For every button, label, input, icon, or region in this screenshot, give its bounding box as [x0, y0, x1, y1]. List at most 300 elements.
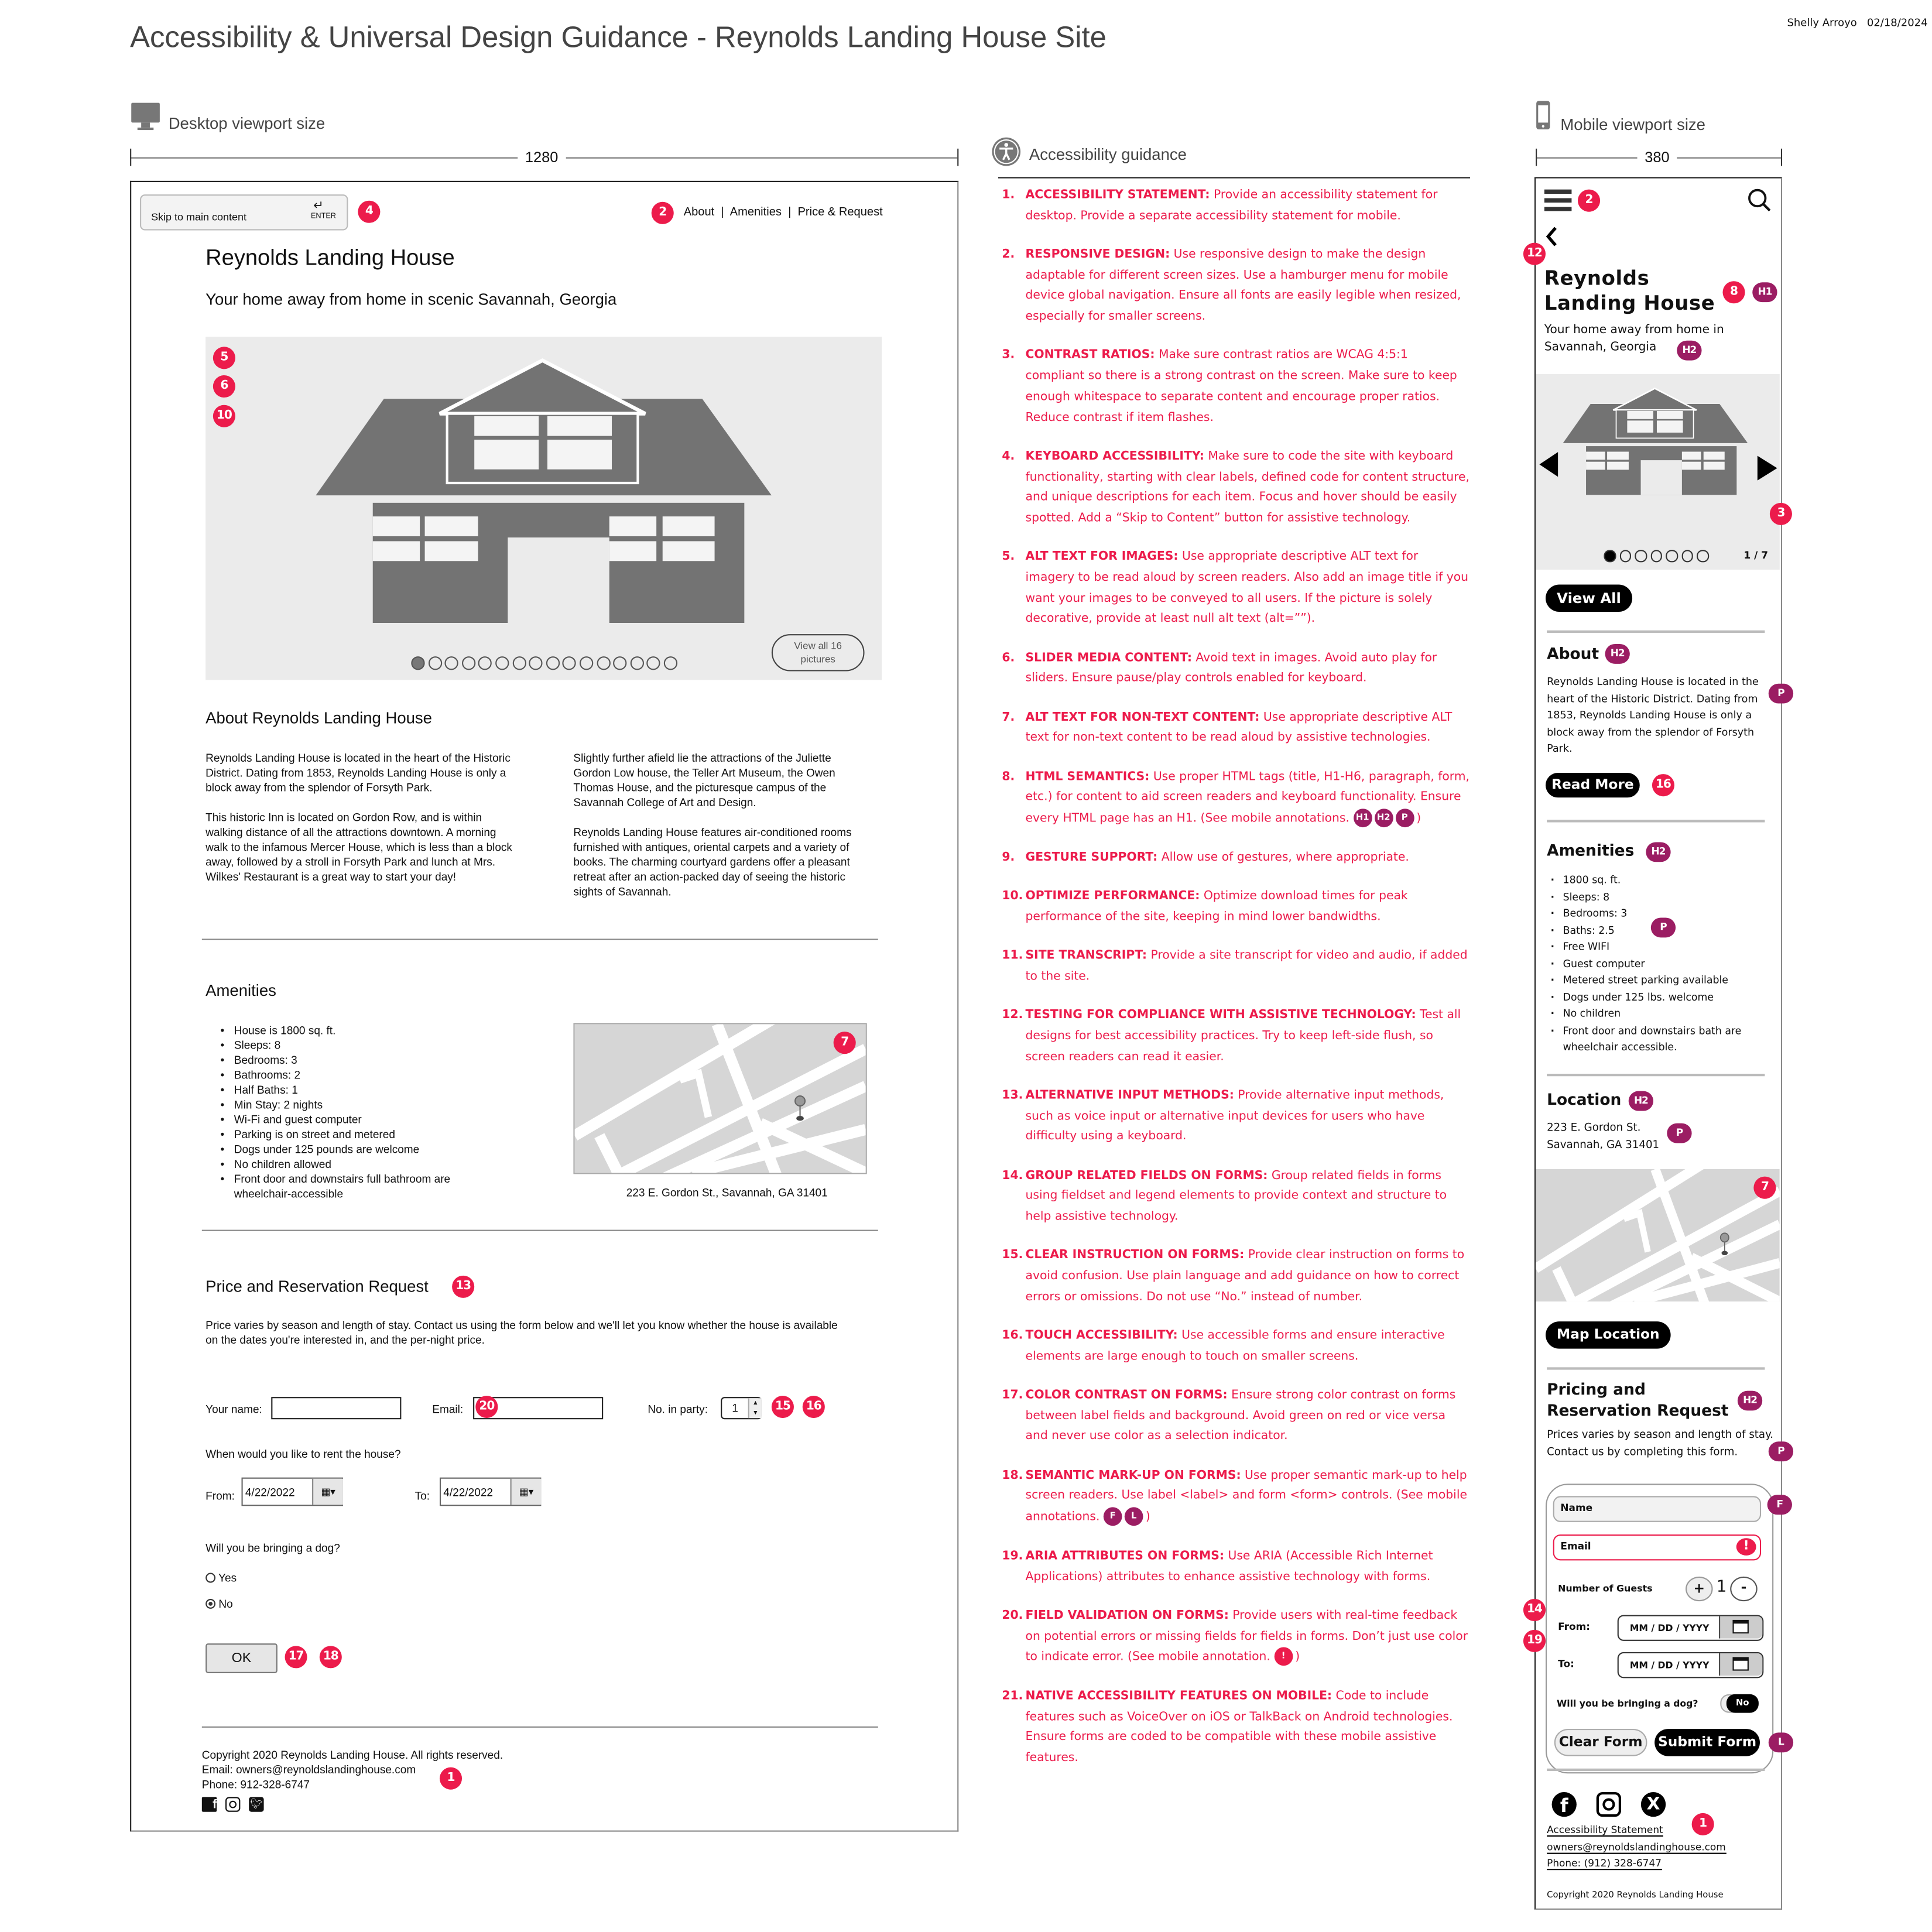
amenity-item — [221, 1067, 468, 1082]
slide-dot[interactable] — [580, 656, 593, 670]
author-name: Shelly Arroyo — [1787, 17, 1857, 30]
guidance-number: 21. — [1002, 1689, 1023, 1703]
guidance-number: 17. — [1002, 1388, 1023, 1402]
name-input[interactable]: Name — [1553, 1496, 1761, 1522]
amenity-text: Parking is on street and metered — [234, 1128, 395, 1141]
about-paragraph: Reynolds Landing House is located in the heart of the Historic District. Dating from 1853, Reynolds Landing House is only a block away from the splendor of Forsyth Park. — [205, 752, 511, 794]
guidance-heading: ALTERNATIVE INPUT METHODS: — [1025, 1088, 1234, 1102]
radio-yes[interactable] — [205, 1570, 237, 1585]
guidance-tail: ) — [1145, 1510, 1150, 1525]
accessibility-statement-link[interactable]: Accessibility Statement — [1547, 1824, 1663, 1837]
amenity-text: Sleeps: 8 — [1563, 889, 1610, 903]
guidance-body: Provide a site transcript for video and audio, if added to the site. — [1025, 948, 1468, 984]
site-title: Reynolds Landing House — [205, 245, 455, 270]
bullet: · — [1550, 1006, 1555, 1019]
mobile-about-heading: About — [1547, 643, 1599, 663]
p-annotation: P — [1667, 1123, 1691, 1143]
social-links — [202, 1797, 264, 1811]
guidance-number: 8. — [1002, 769, 1015, 784]
page-title: Accessibility & Universal Design Guidance - Reynolds Landing House Site — [130, 20, 1107, 55]
party-label: No. in party: — [648, 1403, 708, 1416]
radio-no-label: No — [218, 1597, 233, 1610]
guidance-heading: ALT TEXT FOR IMAGES: — [1025, 550, 1179, 564]
desktop-monitor-icon — [130, 101, 161, 131]
guidance-heading: CONTRAST RATIOS: — [1025, 348, 1155, 362]
divider — [1547, 1367, 1765, 1369]
guidance-heading: RESPONSIVE DESIGN: — [1025, 248, 1170, 262]
divider — [202, 938, 878, 940]
amenity-item — [221, 1023, 468, 1037]
bullet: • — [220, 1128, 225, 1141]
guidance-body: Make sure to code the site with keyboard functionality, starting with clear labels, defined code for content structure, and unique descriptions for each item. Focus and hover should be easily spotted. Add a “Skip to Content” button for assistive technology. — [1025, 449, 1469, 525]
guidance-body: Avoid text in images. Avoid auto play for sliders. Ensure pause/play controls enabled for keyboard. — [1025, 650, 1437, 686]
amenity-text: Baths: 2.5 — [1563, 923, 1615, 936]
guidance-number: 13. — [1002, 1088, 1023, 1102]
guidance-item — [998, 447, 1470, 529]
guidance-body: Use ARIA (Accessible Rich Internet Applications) attributes to enhance assistive technology with forms. — [1025, 1549, 1433, 1584]
bullet: · — [1550, 940, 1555, 953]
slide-dot[interactable] — [647, 656, 660, 670]
about-column-2 — [573, 751, 871, 899]
guests-label: Number of Guests — [1558, 1582, 1653, 1594]
slide-dot[interactable] — [664, 656, 677, 670]
divider — [202, 1230, 878, 1231]
bullet: · — [1550, 1023, 1555, 1036]
divider — [1547, 820, 1765, 822]
slide-dot[interactable] — [1635, 550, 1646, 561]
error-alert-icon: ! — [1736, 1538, 1756, 1556]
guidance-item — [998, 887, 1470, 929]
annotation-badge: 19 — [1523, 1630, 1546, 1652]
guidance-heading: SITE TRANSCRIPT: — [1025, 948, 1147, 962]
slide-dot[interactable] — [630, 656, 643, 670]
author-date — [1787, 18, 1927, 30]
instagram-icon[interactable] — [225, 1797, 240, 1811]
mobile-address — [1547, 1121, 1659, 1154]
guidance-number: 20. — [1002, 1608, 1023, 1622]
house-image — [316, 357, 774, 623]
slide-dot[interactable] — [613, 656, 626, 670]
bullet: · — [1550, 923, 1555, 936]
price-heading: Price and Reservation Request — [205, 1276, 429, 1296]
from-date-value: 4/22/2022 — [245, 1486, 295, 1499]
view-all-pictures-button[interactable]: View all 16 pictures — [772, 634, 865, 671]
guidance-heading: COLOR CONTRAST ON FORMS: — [1025, 1388, 1228, 1402]
guidance-tail: ) — [1416, 811, 1421, 825]
about-paragraph: This historic Inn is located on Gordon Row, and is within walking distance of all the attractions downtown. A morning walk to the infamous Mercer House, which is less than a block away, followed by a stroll in Forsyth Park and lunch at Mrs. Wilkes' Restaurant is a great way to start your day! — [205, 811, 512, 883]
guidance-item — [998, 946, 1470, 988]
guidance-number: 15. — [1002, 1248, 1023, 1263]
guidance-body: Use accessible forms and ensure interactive elements are large enough to touch on smaller screens. — [1025, 1328, 1445, 1364]
search-icon[interactable] — [1748, 189, 1772, 213]
slide-dot-active[interactable] — [411, 656, 424, 670]
guidance-heading: ACCESSIBILITY STATEMENT: — [1025, 188, 1210, 202]
skip-label: Skip to main content — [151, 210, 246, 223]
guidance-number: 18. — [1002, 1468, 1023, 1482]
slide-dot[interactable] — [1681, 550, 1693, 561]
price-description: Price varies by season and length of stay. Contact us using the form below and we'll let you know whether the house is available on the dates you're interested in, and the per-night price. — [205, 1318, 838, 1347]
about-column-1 — [205, 751, 518, 884]
site-tagline: Your home away from home in scenic Savannah, Georgia — [205, 289, 617, 309]
amenity-text: Metered street parking available — [1563, 973, 1728, 986]
bullet: • — [220, 1024, 225, 1037]
amenity-item — [221, 1097, 468, 1112]
hamburger-menu-icon[interactable] — [1544, 190, 1572, 212]
footer-email[interactable]: Email: owners@reynoldslandinghouse.com — [201, 1763, 416, 1776]
bullet: · — [1550, 957, 1555, 970]
enter-key-icon: ↵ — [313, 199, 324, 213]
amenity-item — [221, 1083, 468, 1097]
slide-dot[interactable] — [445, 656, 458, 670]
guidance-heading: SLIDER MEDIA CONTENT: — [1025, 650, 1192, 665]
address-line: 223 E. Gordon St. — [1547, 1122, 1641, 1135]
next-arrow-icon[interactable] — [1758, 455, 1777, 480]
to-label: To: — [1558, 1658, 1574, 1670]
guidance-heading: GESTURE SUPPORT: — [1025, 850, 1158, 865]
map-image[interactable] — [573, 1023, 866, 1174]
amenity-item — [221, 1142, 468, 1156]
dimension-tick — [957, 149, 958, 166]
name-label: Your name: — [205, 1403, 262, 1416]
bullet: • — [220, 1157, 225, 1171]
nav-about[interactable]: About — [683, 205, 715, 220]
mobile-width-label: 380 — [1638, 149, 1677, 166]
inline-annotation-badge: F — [1104, 1508, 1122, 1526]
amenity-text: Half Baths: 1 — [234, 1083, 298, 1097]
annotation-badge: 10 — [213, 405, 235, 427]
guidance-body: Provide clear instruction on forms to avoid confusion. Use plain language and add guidance on how to correct errors or omissions. Do not use “No.” instead of number. — [1025, 1248, 1465, 1304]
desktop-viewport-label: Desktop viewport size — [168, 114, 326, 133]
calendar-icon[interactable] — [1719, 1653, 1762, 1676]
annotation-badge: 16 — [803, 1396, 825, 1418]
back-chevron-icon[interactable] — [1544, 225, 1559, 248]
annotation-badge: 2 — [652, 202, 674, 224]
guidance-heading: HTML SEMANTICS: — [1025, 769, 1150, 784]
guidance-body: Provide users with real-time feedback on potential errors or missing fields for fields in forms. Don’t just use color to indicate error. (See mobile annotation. — [1025, 1608, 1468, 1664]
guidance-body: Optimize download times for peak performance of the site, keeping in mind lower bandwidths. — [1025, 889, 1408, 924]
amenity-text: House is 1800 sq. ft. — [234, 1024, 336, 1037]
slide-dot[interactable] — [462, 656, 475, 670]
annotation-badge: 5 — [213, 347, 235, 369]
ok-button[interactable]: OK — [205, 1643, 278, 1673]
guidance-body: Code to include features such as VoiceOver on iOS or TalkBack on Android technologies. Ensure forms are coded to be compatible with these mobile assistive features. — [1025, 1689, 1453, 1765]
h1-annotation: H1 — [1752, 282, 1777, 302]
h2-annotation: H2 — [1646, 842, 1670, 862]
amenity-item — [221, 1038, 468, 1053]
name-input[interactable] — [271, 1397, 401, 1419]
guidance-item — [998, 1326, 1470, 1368]
amenity-item — [221, 1112, 468, 1127]
slider-dots — [411, 656, 677, 670]
slide-dot[interactable] — [1619, 550, 1631, 561]
slide-counter: 1 / 7 — [1743, 550, 1768, 561]
stepper-arrows-icon[interactable]: ▲ ▼ — [748, 1398, 762, 1418]
amenity-text: Wi-Fi and guest computer — [234, 1113, 362, 1126]
amenity-text: Bedrooms: 3 — [1563, 906, 1628, 919]
title-line: Reynolds — [1544, 266, 1650, 290]
amenity-text: Bedrooms: 3 — [234, 1054, 297, 1067]
inline-annotation-badge: P — [1395, 809, 1414, 827]
amenity-text: Front door and downstairs full bathroom are wheelchair-accessible — [234, 1173, 451, 1200]
mobile-phone-icon — [1536, 100, 1550, 130]
phone-link[interactable]: Phone: (912) 328-6747 — [1547, 1858, 1662, 1870]
radio-yes-label: Yes — [218, 1571, 237, 1584]
guidance-item — [998, 1687, 1470, 1769]
guests-value: 1 — [1716, 1577, 1727, 1597]
guidance-heading: CLEAR INSTRUCTION ON FORMS: — [1025, 1248, 1245, 1263]
annotation-badge: 8 — [1722, 281, 1745, 303]
guidance-item — [998, 1466, 1470, 1529]
guidance-heading: KEYBOARD ACCESSIBILITY: — [1025, 449, 1204, 463]
hero-slider[interactable] — [205, 337, 882, 680]
guidance-heading: ALT TEXT FOR NON-TEXT CONTENT: — [1025, 710, 1260, 724]
view-all-button[interactable]: View All — [1546, 584, 1632, 612]
decrease-guests-button[interactable]: - — [1730, 1577, 1758, 1601]
when-label: When would you like to rent the house? — [205, 1447, 401, 1461]
email-input[interactable] — [1553, 1534, 1761, 1560]
twitter-icon[interactable]: 🐦︎ — [249, 1797, 263, 1811]
annotation-badge: 4 — [358, 201, 380, 223]
amenity-item — [221, 1157, 468, 1171]
skip-to-main-content-button[interactable] — [140, 194, 348, 230]
from-date-picker[interactable] — [241, 1478, 342, 1506]
guidance-number: 2. — [1002, 248, 1015, 262]
guidance-body: Ensure strong color contrast on forms between label fields and background. Avoid green on red or vice versa and never use color as a selection indicator. — [1025, 1388, 1456, 1444]
inline-annotation-badge: H2 — [1374, 809, 1393, 827]
about-paragraph: Reynolds Landing House features air-conditioned rooms furnished with antiques, oriental carpets and a variety of books. The charming courtyard gardens offer a pleasant retreat after an action-packed day of seeing the historic sights of Savannah. — [573, 825, 852, 898]
annotation-badge: 1 — [1692, 1813, 1714, 1835]
guidance-heading: TOUCH ACCESSIBILITY: — [1025, 1328, 1178, 1342]
amenity-text: Min Stay: 2 nights — [234, 1098, 323, 1111]
email-placeholder: Email — [1560, 1540, 1591, 1552]
email-label: Email: — [432, 1403, 464, 1416]
bullet: · — [1550, 973, 1555, 986]
h2-annotation: H2 — [1605, 644, 1630, 664]
slide-dot[interactable] — [512, 656, 526, 670]
guidance-heading: NATIVE ACCESSIBILITY FEATURES ON MOBILE: — [1025, 1689, 1332, 1703]
slide-dot[interactable] — [495, 656, 509, 670]
increase-guests-button[interactable]: + — [1686, 1577, 1713, 1601]
guidance-heading: FIELD VALIDATION ON FORMS: — [1025, 1608, 1229, 1622]
amenity-item — [221, 1171, 468, 1201]
guidance-body: Use proper HTML tags (title, H1-H6, paragraph, form, etc.) for content to aid screen readers and keyboard functionality. Ensure every HTML page has an H1. (See mobile annotations. — [1025, 769, 1470, 825]
x-icon[interactable]: X — [1641, 1792, 1666, 1817]
divider — [1547, 1074, 1765, 1076]
dimension-tick — [1536, 149, 1537, 166]
guidance-item — [998, 245, 1470, 328]
guidance-heading: SEMANTIC MARK-UP ON FORMS: — [1025, 1468, 1241, 1482]
amenity-item — [221, 1127, 468, 1142]
guidance-number: 4. — [1002, 449, 1015, 463]
amenities-heading: Amenities — [205, 981, 276, 1000]
calendar-dropdown-icon[interactable]: ▦▾ — [511, 1479, 542, 1505]
slide-dot[interactable] — [597, 656, 610, 670]
h2-annotation: H2 — [1629, 1091, 1653, 1111]
annotation-badge: 7 — [1753, 1177, 1776, 1199]
amenity-item — [1550, 889, 1773, 906]
amenity-text: No children allowed — [234, 1157, 331, 1171]
amenity-item — [1550, 972, 1773, 989]
mobile-pricing-heading — [1547, 1378, 1728, 1420]
guidance-number: 3. — [1002, 348, 1015, 362]
slide-dot[interactable] — [546, 656, 559, 670]
mobile-site-title — [1544, 266, 1715, 316]
p-annotation: P — [1651, 917, 1676, 937]
guidance-heading: OPTIMIZE PERFORMANCE: — [1025, 889, 1200, 903]
amenity-item — [1550, 872, 1773, 889]
guidance-number: 10. — [1002, 889, 1023, 903]
nav-amenities[interactable]: Amenities — [729, 205, 782, 220]
facebook-icon[interactable]: f — [202, 1797, 217, 1811]
map-address: 223 E. Gordon St., Savannah, GA 31401 — [626, 1186, 828, 1199]
guidance-item — [998, 1547, 1470, 1588]
email-link[interactable]: owners@reynoldslandinghouse.com — [1547, 1841, 1726, 1854]
amenity-item — [221, 1053, 468, 1067]
mobile-map-image[interactable] — [1536, 1169, 1780, 1301]
bullet: · — [1550, 990, 1555, 1003]
divider — [1547, 631, 1765, 633]
guidance-body: Provide an accessibility statement for desktop. Provide a separate accessibility statement for mobile. — [1025, 188, 1438, 223]
read-more-button[interactable]: Read More — [1546, 773, 1640, 797]
enter-label: ENTER — [310, 213, 336, 221]
guidance-heading: Accessibility guidance — [1029, 145, 1187, 164]
bullet: · — [1550, 906, 1555, 919]
calendar-icon[interactable] — [1719, 1616, 1762, 1639]
guidance-tail: ) — [1295, 1650, 1300, 1664]
mobile-copyright: Copyright 2020 Reynolds Landing House — [1547, 1890, 1724, 1900]
instagram-icon[interactable] — [1597, 1792, 1621, 1817]
bullet: • — [220, 1083, 225, 1097]
amenity-text: Bathrooms: 2 — [234, 1068, 301, 1081]
guidance-number: 11. — [1002, 948, 1023, 962]
slide-dot[interactable] — [1697, 550, 1708, 561]
f-annotation: F — [1767, 1495, 1792, 1515]
mobile-about-text: Reynolds Landing House is located in the heart of the Historic District. Dating from 1853, Reynolds Landing House is only a block away from the splendor of Forsyth Park. — [1547, 674, 1759, 755]
calendar-dropdown-icon[interactable]: ▦▾ — [312, 1479, 343, 1505]
to-date-picker[interactable] — [440, 1478, 541, 1506]
slide-dot[interactable] — [529, 656, 543, 670]
submit-form-button[interactable]: Submit Form — [1654, 1729, 1760, 1756]
annotation-badge: 16 — [1652, 774, 1674, 796]
l-annotation: L — [1769, 1732, 1793, 1752]
accessibility-icon — [991, 136, 1022, 167]
bullet: • — [220, 1113, 225, 1126]
from-label: From: — [205, 1489, 235, 1502]
amenity-text: 1800 sq. ft. — [1563, 873, 1621, 886]
about-heading: About Reynolds Landing House — [205, 708, 432, 727]
amenity-item — [1550, 989, 1773, 1006]
bullet: • — [220, 1068, 225, 1081]
guidance-heading: TESTING FOR COMPLIANCE WITH ASSISTIVE TECHNOLOGY: — [1025, 1008, 1416, 1022]
divider — [1547, 1769, 1765, 1771]
amenity-item — [1550, 955, 1773, 972]
dog-question: Will you be bringing a dog? — [1557, 1698, 1698, 1710]
date-placeholder: MM / DD / YYYY — [1629, 1659, 1710, 1671]
bullet: • — [220, 1143, 225, 1156]
guidance-item — [998, 547, 1470, 630]
guidance-number: 19. — [1002, 1549, 1023, 1563]
slide-dot[interactable] — [478, 656, 492, 670]
desktop-width-label: 1280 — [518, 149, 566, 166]
dimension-tick — [1781, 149, 1782, 166]
previous-arrow-icon[interactable] — [1539, 452, 1559, 477]
bullet: · — [1550, 889, 1555, 903]
heading-line: Reservation Request — [1547, 1400, 1729, 1420]
guidance-item — [998, 1246, 1470, 1308]
annotation-badge: 7 — [834, 1032, 856, 1054]
bullet: • — [220, 1173, 225, 1186]
slide-dot-active[interactable] — [1604, 550, 1615, 561]
annotation-badge: 3 — [1770, 503, 1792, 525]
guidance-item — [998, 1166, 1470, 1228]
from-label: From: — [1558, 1621, 1591, 1633]
to-date-input[interactable] — [1618, 1652, 1764, 1678]
guidance-body: Make sure contrast ratios are WCAG 4:5:1 compliant so there is a strong contrast on the screen. Make sure to keep enough whitespace to separate content and encourage proper ratios. Reduce contrast if item flashes. — [1025, 348, 1457, 424]
title-line: Landing House — [1544, 291, 1715, 315]
guidance-item — [998, 1006, 1470, 1068]
amenity-text: Sleeps: 8 — [234, 1039, 281, 1051]
mobile-amenities-list — [1550, 872, 1773, 1056]
toggle-state: No — [1727, 1694, 1759, 1713]
footer-copyright: Copyright 2020 Reynolds Landing House. All rights reserved. — [201, 1748, 503, 1762]
guidance-heading: ARIA ATTRIBUTES ON FORMS: — [1025, 1549, 1224, 1563]
h2-annotation: H2 — [1677, 341, 1701, 361]
guidance-number: 14. — [1002, 1168, 1023, 1183]
from-date-input[interactable] — [1618, 1615, 1764, 1640]
annotation-badge: 13 — [452, 1276, 474, 1298]
guidance-number: 1. — [1002, 188, 1015, 202]
dog-question: Will you be bringing a dog? — [205, 1542, 340, 1554]
mobile-social-links — [1552, 1792, 1666, 1817]
map-location-button[interactable]: Map Location — [1546, 1321, 1671, 1349]
guidance-body: Provide alternative input methods, such as voice input or alternative input devices for users who have difficulty using a keyboard. — [1025, 1088, 1444, 1143]
address-line: Savannah, GA 31401 — [1547, 1139, 1660, 1152]
amenity-item — [1550, 938, 1773, 955]
party-value: 1 — [732, 1402, 738, 1414]
radio-unchecked-icon — [205, 1573, 215, 1583]
slide-dot[interactable] — [428, 656, 441, 670]
p-annotation: P — [1769, 1441, 1793, 1461]
amenity-text: Front door and downstairs bath are wheelchair accessible. — [1563, 1023, 1742, 1053]
annotation-badge: 15 — [772, 1396, 794, 1418]
facebook-icon[interactable]: f — [1552, 1792, 1577, 1817]
bullet: • — [220, 1039, 225, 1051]
date-placeholder: MM / DD / YYYY — [1629, 1622, 1710, 1634]
radio-no[interactable] — [205, 1597, 233, 1611]
slide-dot[interactable] — [563, 656, 576, 670]
dog-toggle[interactable] — [1720, 1694, 1759, 1713]
party-stepper[interactable] — [721, 1397, 762, 1419]
heading-line: Pricing and — [1547, 1379, 1646, 1399]
guidance-body: Use proper semantic mark-up to help screen readers. Use label <label> and form <form> controls. (See mobile annotations. — [1025, 1468, 1467, 1525]
divider — [998, 177, 1470, 178]
mobile-screen — [1534, 177, 1782, 1909]
annotation-badge: 20 — [475, 1396, 498, 1418]
guidance-body: Use appropriate descriptive ALT text for non-text content to be read aloud by assistive technologies. — [1025, 710, 1453, 745]
nav-price-request[interactable]: Price & Request — [797, 205, 883, 220]
guidance-item — [998, 768, 1470, 830]
slide-dot[interactable] — [1650, 550, 1662, 561]
guidance-body: Use responsive design to make the design adaptable for different screen sizes. Use a hamburger menu for mobile device global navigation. Ensure all fonts are easily legible when resized, especially for smaller screens. — [1025, 248, 1461, 324]
guidance-body: Group related fields in forms using fieldset and legend elements to provide context and structure to help assistive technology. — [1025, 1168, 1447, 1224]
inline-annotation-badge: L — [1125, 1508, 1143, 1526]
clear-form-button[interactable]: Clear Form — [1554, 1729, 1647, 1756]
slide-dot[interactable] — [1666, 550, 1677, 561]
bullet: • — [220, 1054, 225, 1067]
mobile-slider[interactable] — [1536, 374, 1780, 570]
guidance-number: 12. — [1002, 1008, 1023, 1022]
amenity-item — [1550, 1006, 1773, 1023]
